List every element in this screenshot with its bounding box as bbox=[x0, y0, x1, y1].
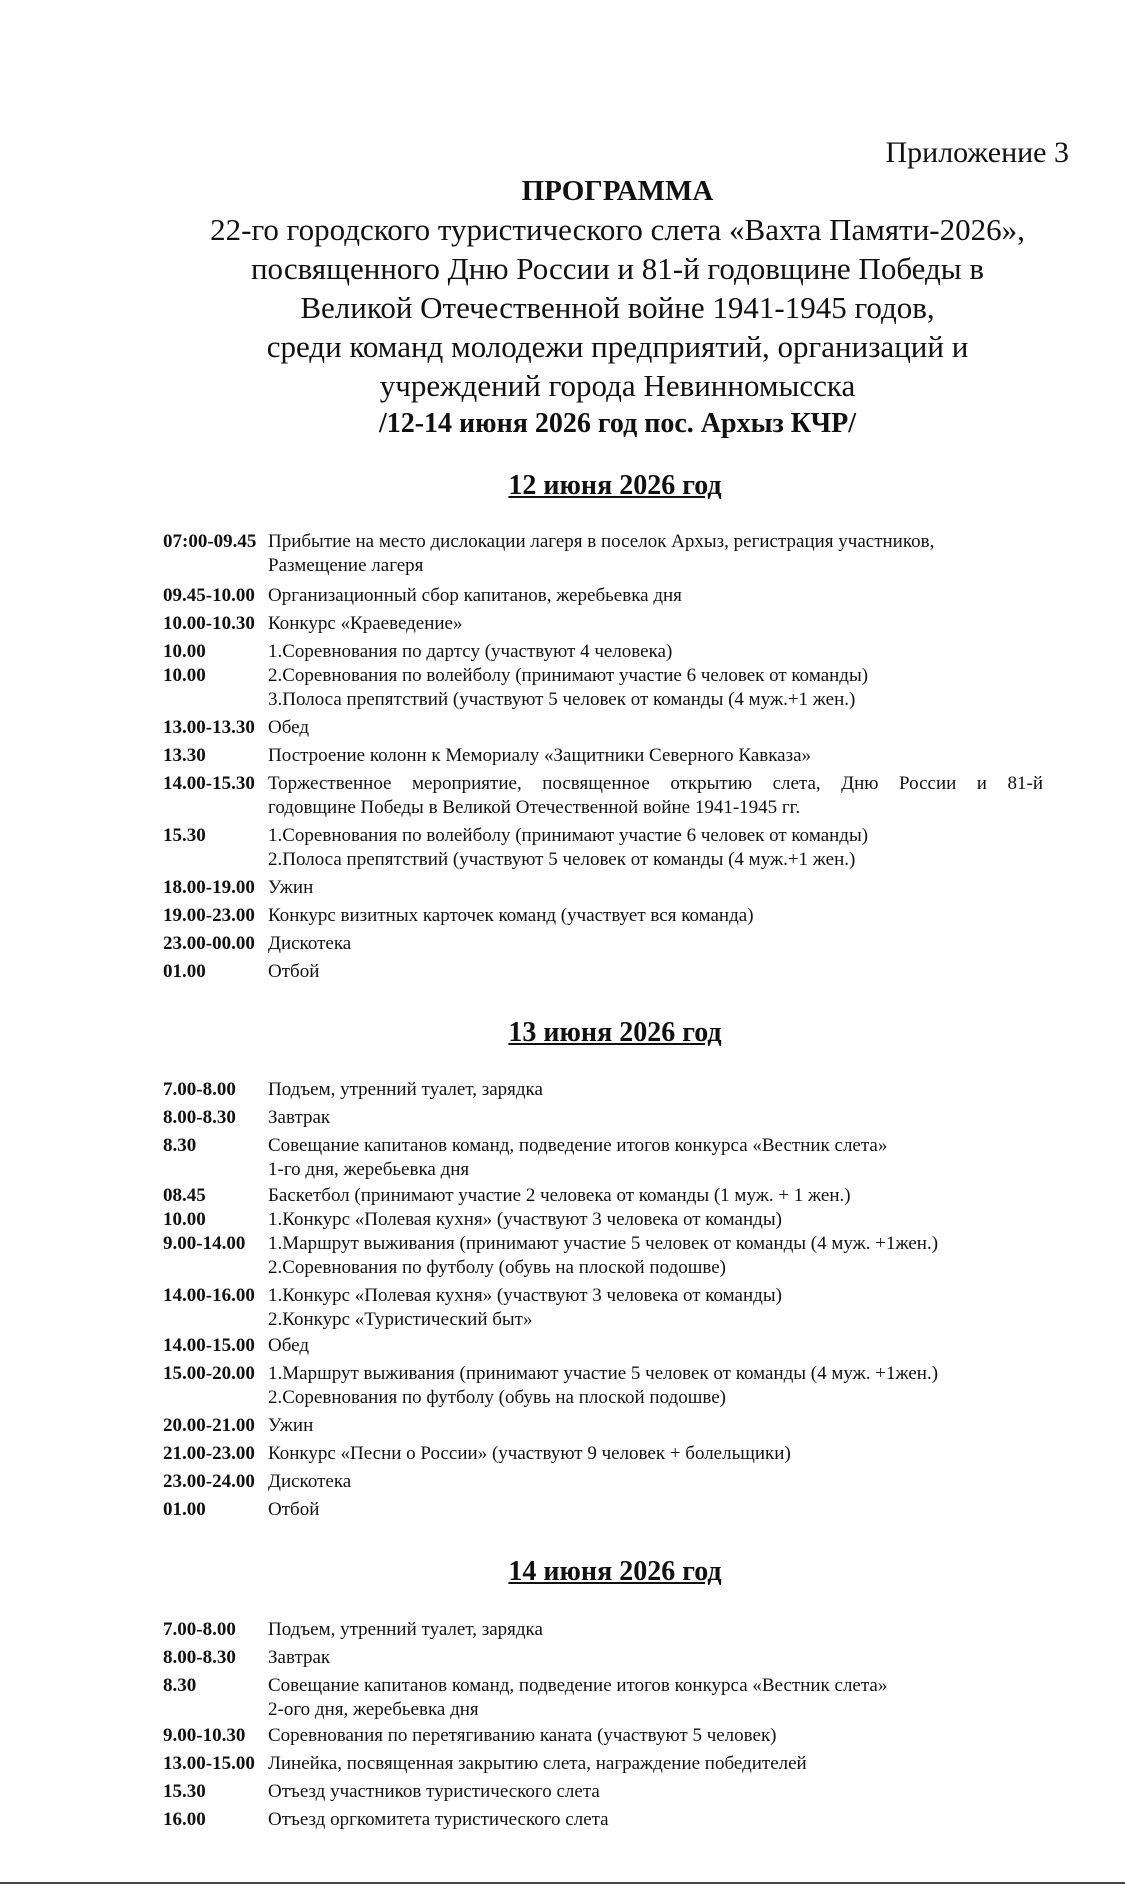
schedule-time: 23.00-24.00 bbox=[163, 1471, 255, 1492]
schedule-row bbox=[163, 1808, 1043, 1832]
title-block bbox=[100, 172, 1125, 443]
schedule-row bbox=[163, 1334, 1043, 1358]
schedule-row bbox=[163, 1618, 1043, 1642]
schedule-row bbox=[163, 932, 1043, 956]
schedule-description bbox=[268, 1334, 1043, 1358]
schedule-line: Обед bbox=[268, 1335, 309, 1356]
schedule-time: 10.00 bbox=[163, 1209, 206, 1230]
schedule-line: Отъезд участников туристического слета bbox=[268, 1781, 600, 1802]
schedule-line: 1-го дня, жеребьевка дня bbox=[268, 1159, 470, 1180]
schedule-description bbox=[268, 932, 1043, 956]
schedule-row bbox=[163, 584, 1043, 608]
schedule-description bbox=[268, 716, 1043, 740]
schedule-time: 13.00-15.00 bbox=[163, 1753, 255, 1774]
schedule-time: 10.00 bbox=[163, 665, 206, 686]
schedule-line: Завтрак bbox=[268, 1107, 331, 1128]
schedule-time: 18.00-19.00 bbox=[163, 877, 255, 898]
schedule-line: Подъем, утренний туалет, зарядка bbox=[268, 1619, 543, 1640]
schedule-description bbox=[268, 1106, 1043, 1130]
schedule-line: 1.Маршрут выживания (принимают участие 5 человек от команды (4 муж. +1жен.) bbox=[268, 1233, 939, 1254]
schedule-time: 01.00 bbox=[163, 1499, 206, 1520]
schedule-line: Дискотека bbox=[268, 1471, 352, 1492]
schedule-line: Ужин bbox=[268, 1415, 314, 1436]
title-line: Великой Отечественной войне 1941-1945 годов, bbox=[300, 290, 935, 325]
schedule-line: 3.Полоса препятствий (участвуют 5 человек от команды (4 муж.+1 жен.) bbox=[268, 689, 856, 710]
schedule-line: Ужин bbox=[268, 877, 314, 898]
title-line: учреждений города Невинномысска bbox=[379, 368, 856, 403]
schedule-description bbox=[268, 612, 1043, 636]
schedule-line: Обед bbox=[268, 717, 309, 738]
schedule-time: 13.30 bbox=[163, 745, 206, 766]
schedule-line: Организационный сбор капитанов, жеребьевка дня bbox=[268, 585, 682, 606]
schedule-time: 14.00-15.00 bbox=[163, 1335, 255, 1356]
schedule-time: 16.00 bbox=[163, 1809, 206, 1830]
schedule-description bbox=[268, 1078, 1043, 1102]
day-heading-2: 13 июня 2026 год bbox=[508, 1017, 722, 1048]
schedule-row bbox=[163, 1752, 1043, 1776]
schedule-time: 09.45-10.00 bbox=[163, 585, 255, 606]
schedule-time: 8.00-8.30 bbox=[163, 1647, 236, 1668]
schedule-row bbox=[163, 1470, 1043, 1494]
schedule-line: Совещание капитанов команд, подведение итогов конкурса «Вестник слета» bbox=[268, 1135, 888, 1156]
schedule-row bbox=[163, 824, 1043, 872]
schedule-row bbox=[163, 1414, 1043, 1438]
schedule-line: Дискотека bbox=[268, 933, 352, 954]
schedule-description bbox=[268, 904, 1043, 928]
day-heading-3: 14 июня 2026 год bbox=[508, 1556, 722, 1587]
schedule-description bbox=[268, 1470, 1043, 1494]
schedule-row bbox=[163, 1208, 1043, 1232]
program-title: ПРОГРАММА bbox=[521, 175, 714, 207]
schedule-time: 10.00-10.30 bbox=[163, 613, 255, 634]
schedule-row bbox=[163, 1232, 1043, 1280]
schedule-description bbox=[268, 824, 1043, 872]
schedule-time: 20.00-21.00 bbox=[163, 1415, 255, 1436]
schedule-time: 15.30 bbox=[163, 1781, 206, 1802]
schedule-row bbox=[163, 716, 1043, 740]
schedule-line: Конкурс «Песни о России» (участвуют 9 человек + болельщики) bbox=[268, 1443, 791, 1464]
day-schedule-1 bbox=[163, 530, 1043, 988]
event-dates: /12-14 июня 2026 год пос. Архыз КЧР/ bbox=[378, 408, 857, 439]
schedule-description bbox=[268, 640, 1043, 664]
schedule-description bbox=[268, 584, 1043, 608]
schedule-description bbox=[268, 744, 1043, 768]
schedule-time: 10.00 bbox=[163, 641, 206, 662]
schedule-line: Завтрак bbox=[268, 1647, 331, 1668]
schedule-line: Отъезд оргкомитета туристического слета bbox=[268, 1809, 609, 1830]
schedule-row bbox=[163, 772, 1043, 820]
schedule-description bbox=[268, 1618, 1043, 1642]
schedule-line: Отбой bbox=[268, 961, 320, 982]
schedule-line: 2-ого дня, жеребьевка дня bbox=[268, 1699, 479, 1720]
schedule-line: Конкурс «Краеведение» bbox=[268, 613, 463, 634]
schedule-line: годовщине Победы в Великой Отечественной войне 1941-1945 гг. bbox=[268, 797, 801, 818]
schedule-time: 08.45 bbox=[163, 1185, 206, 1206]
schedule-row bbox=[163, 1134, 1043, 1182]
schedule-row bbox=[163, 612, 1043, 636]
schedule-time: 13.00-13.30 bbox=[163, 717, 255, 738]
schedule-time: 23.00-00.00 bbox=[163, 933, 255, 954]
schedule-row bbox=[163, 1106, 1043, 1130]
schedule-description bbox=[268, 1808, 1043, 1832]
schedule-description bbox=[268, 1232, 1043, 1280]
schedule-line: Соревнования по перетягиванию каната (участвуют 5 человек) bbox=[268, 1725, 777, 1746]
schedule-line: 2.Соревнования по футболу (обувь на плоской подошве) bbox=[268, 1387, 726, 1408]
schedule-description bbox=[268, 1674, 1043, 1722]
schedule-description bbox=[268, 1498, 1043, 1522]
schedule-row bbox=[163, 1724, 1043, 1748]
schedule-row bbox=[163, 1078, 1043, 1102]
title-line: среди команд молодежи предприятий, организаций и bbox=[266, 329, 969, 364]
schedule-line: Баскетбол (принимают участие 2 человека от команды (1 муж. + 1 жен.) bbox=[268, 1185, 851, 1206]
schedule-time: 8.00-8.30 bbox=[163, 1107, 236, 1128]
schedule-time: 15.00-20.00 bbox=[163, 1363, 255, 1384]
schedule-description bbox=[268, 876, 1043, 900]
page-bottom-border bbox=[0, 1882, 1125, 1884]
schedule-row bbox=[163, 876, 1043, 900]
schedule-description bbox=[268, 1284, 1043, 1332]
schedule-time: 19.00-23.00 bbox=[163, 905, 255, 926]
schedule-line: 2.Соревнования по футболу (обувь на плоской подошве) bbox=[268, 1257, 726, 1278]
schedule-description bbox=[268, 772, 1043, 820]
title-line: 22-го городского туристического слета «Вахта Памяти-2026», bbox=[210, 212, 1025, 247]
schedule-time: 14.00-16.00 bbox=[163, 1285, 255, 1306]
schedule-description bbox=[268, 1134, 1043, 1182]
schedule-row bbox=[163, 904, 1043, 928]
schedule-description bbox=[268, 1646, 1043, 1670]
schedule-description bbox=[268, 960, 1043, 984]
schedule-time: 14.00-15.30 bbox=[163, 773, 255, 794]
schedule-line: Линейка, посвященная закрытию слета, награждение победителей bbox=[268, 1753, 807, 1774]
schedule-line: 2.Соревнования по волейболу (принимают участие 6 человек от команды) bbox=[268, 665, 869, 686]
schedule-description bbox=[268, 1414, 1043, 1438]
schedule-row bbox=[163, 1780, 1043, 1804]
schedule-row bbox=[163, 1442, 1043, 1466]
schedule-time: 15.30 bbox=[163, 825, 206, 846]
title-line: посвященного Дню России и 81-й годовщине Победы в bbox=[250, 251, 985, 286]
schedule-row bbox=[163, 640, 1043, 664]
schedule-time: 9.00-14.00 bbox=[163, 1233, 246, 1254]
schedule-time: 01.00 bbox=[163, 961, 206, 982]
schedule-description bbox=[268, 530, 1043, 578]
schedule-line: 1.Соревнования по дартсу (участвуют 4 человека) bbox=[268, 641, 673, 662]
day-schedule-3 bbox=[163, 1618, 1043, 1836]
schedule-line: Торжественное мероприятие, посвященное открытию слета, Дню России и 81-й bbox=[268, 773, 1043, 794]
appendix-label: Приложение 3 bbox=[885, 136, 1069, 169]
schedule-time: 9.00-10.30 bbox=[163, 1725, 246, 1746]
schedule-line: 2.Конкурс «Туристический быт» bbox=[268, 1309, 533, 1330]
schedule-row bbox=[163, 664, 1043, 712]
schedule-row bbox=[163, 1184, 1043, 1208]
schedule-line: 1.Конкурс «Полевая кухня» (участвуют 3 человека от команды) bbox=[268, 1209, 782, 1230]
schedule-line: 2.Полоса препятствий (участвуют 5 человек от команды (4 муж.+1 жен.) bbox=[268, 849, 856, 870]
schedule-line: Построение колонн к Мемориалу «Защитники Северного Кавказа» bbox=[268, 745, 812, 766]
schedule-row bbox=[163, 744, 1043, 768]
schedule-row bbox=[163, 1674, 1043, 1722]
schedule-time: 8.30 bbox=[163, 1675, 197, 1696]
schedule-time: 7.00-8.00 bbox=[163, 1619, 236, 1640]
schedule-line: 1.Соревнования по волейболу (принимают участие 6 человек от команды) bbox=[268, 825, 869, 846]
schedule-description bbox=[268, 1724, 1043, 1748]
schedule-description bbox=[268, 1184, 1043, 1208]
schedule-line: Совещание капитанов команд, подведение итогов конкурса «Вестник слета» bbox=[268, 1675, 888, 1696]
day-schedule-2 bbox=[163, 1078, 1043, 1526]
schedule-row bbox=[163, 1284, 1043, 1332]
schedule-line: Подъем, утренний туалет, зарядка bbox=[268, 1079, 543, 1100]
schedule-row bbox=[163, 1362, 1043, 1410]
schedule-line: Размещение лагеря bbox=[268, 555, 424, 576]
day-heading-1: 12 июня 2026 год bbox=[508, 470, 722, 501]
schedule-description bbox=[268, 1362, 1043, 1410]
schedule-description bbox=[268, 1208, 1043, 1232]
schedule-line: 1.Конкурс «Полевая кухня» (участвуют 3 человека от команды) bbox=[268, 1285, 782, 1306]
schedule-time: 7.00-8.00 bbox=[163, 1079, 236, 1100]
schedule-row bbox=[163, 530, 1043, 578]
schedule-row bbox=[163, 1498, 1043, 1522]
schedule-row bbox=[163, 1646, 1043, 1670]
schedule-description bbox=[268, 1442, 1043, 1466]
schedule-time: 07:00-09.45 bbox=[163, 531, 257, 552]
schedule-description bbox=[268, 1752, 1043, 1776]
schedule-line: Прибытие на место дислокации лагеря в поселок Архыз, регистрация участников, bbox=[268, 531, 935, 552]
schedule-description bbox=[268, 664, 1043, 712]
schedule-time: 21.00-23.00 bbox=[163, 1443, 255, 1464]
schedule-line: 1.Маршрут выживания (принимают участие 5 человек от команды (4 муж. +1жен.) bbox=[268, 1363, 939, 1384]
schedule-row bbox=[163, 960, 1043, 984]
schedule-line: Отбой bbox=[268, 1499, 320, 1520]
schedule-time: 8.30 bbox=[163, 1135, 197, 1156]
schedule-description bbox=[268, 1780, 1043, 1804]
schedule-line: Конкурс визитных карточек команд (участвует вся команда) bbox=[268, 905, 754, 926]
